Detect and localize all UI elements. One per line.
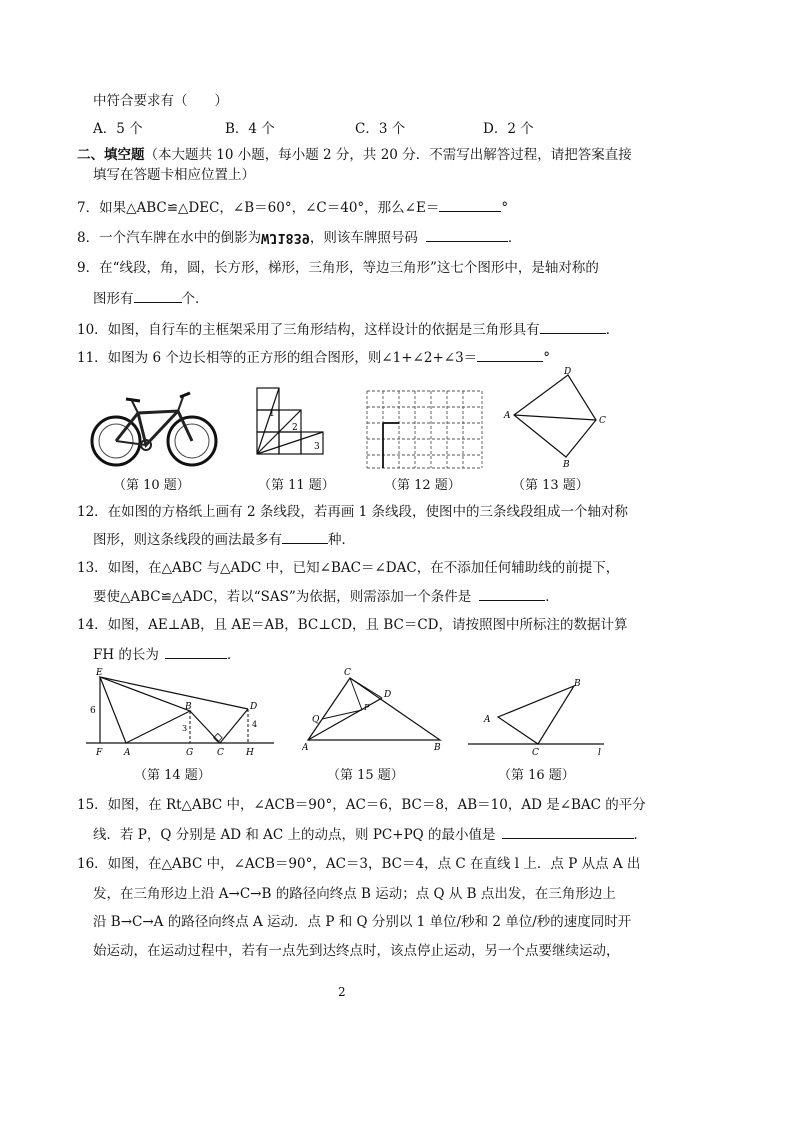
fig14-label-g: G [186,748,194,757]
question-9-tail: 个． [181,291,209,307]
caption-15: （第 15 题） [327,768,404,783]
question-8-text-tail: ，则该车牌照号码 [309,230,418,246]
period: ． [226,647,241,663]
caption-14: （第 14 题） [134,768,211,783]
fig13-label-b: B [563,460,570,470]
question-13-text: 要使△ABC≌△ADC，若以“SAS”为依据，则需添加一个条件是 [93,589,472,605]
question-11 [77,348,550,367]
fig11-label-2: 2 [292,423,298,433]
fig16-label-a: A [484,715,491,725]
fig14-label-c: C [217,748,224,757]
question-10 [77,320,619,339]
section2-header [77,146,632,164]
fig11-label-1: 1 [269,409,275,419]
fig13-label-a: A [504,411,511,421]
question-11-text: 11．如图为 6 个边长相等的正方形的组合图形，则∠1+∠2+∠3＝ [77,350,478,366]
caption-10: （第 10 题） [113,478,190,493]
fig14-label-3: 3 [182,724,188,733]
figure-14 [86,665,276,757]
fig16-label-l: l [598,748,601,756]
answer-blank [165,645,227,659]
fig14-label-6: 6 [90,706,96,716]
option-d: D．2 个 [483,121,534,137]
answer-blank [134,289,182,303]
figure-15 [302,666,452,754]
question-16-line2: 发，在三角形边上沿 A→C→B 的路径向终点 B 运动；点 Q 从 B 点出发，在三角形边上 [93,886,616,902]
question-9-line2 [93,289,209,308]
fig15-label-a: A [302,743,309,753]
squares-figure [252,383,342,468]
question-16-line3: 沿 B→C→A 的路径向终点 A 运动．点 P 和 Q 分别以 1 单位/秒和 2 单位/秒的速度同时开 [93,914,632,930]
period: ． [507,230,522,246]
question-13-line2 [93,587,559,606]
question-14-line2 [93,645,240,664]
section2-instructions: （本大题共 10 小题，每小题 2 分，共 20 分．不需写出解答过程，请把答案直接 [144,147,632,163]
question-16-line4: 始运动，在运动过程中，若有一点先到达终点时，该点停止运动，另一个点要继续运动， [93,943,620,959]
fig13-label-c: C [599,416,606,426]
question-14-text: FH 的长为 [93,647,159,663]
question-16-line1: 16．如图，在△ABC 中，∠ACB＝90°，AC＝3，BC＝4，点 C 在直线 l 上．点 P 从点 A 出 [77,856,641,872]
option-b: B．4 个 [225,121,275,137]
caption-16: （第 16 题） [498,768,575,783]
question-12-line1: 12．在如图的方格纸上画有 2 条线段，若再画 1 条线段，使图中的三条线段组成一个轴对称 [77,504,629,520]
period: ． [633,827,648,843]
q6-tail-text: 中符合要求有（ ） [93,93,228,109]
question-7-text: 7．如果△ABC≌△DEC，∠B＝60°，∠C＝40°，那么∠E＝ [77,200,440,216]
plate-reflection: WJ1839 [261,230,310,246]
question-12-line2 [93,530,355,549]
fig14-label-d: D [250,702,258,712]
answer-blank [282,530,328,544]
fig15-label-c: C [344,668,351,678]
fig16-label-b: B [574,679,581,689]
question-14-line1: 14．如图，AE⊥AB，且 AE＝AB，BC⊥CD，且 BC＝CD，请按照图中所标注的数据计算 [77,617,628,633]
fig15-label-p: P [364,703,370,712]
fig14-label-a: A [124,748,131,757]
kite-figure [500,365,610,470]
fig14-label-e: E [96,668,103,678]
fig11-label-3: 3 [314,442,320,452]
caption-13: （第 13 题） [512,478,589,493]
question-15-line1: 15．如图，在 Rt△ABC 中，∠ACB＝90°，AC＝6，BC＝8，AB＝10，AD 是∠BAC 的平分 [77,797,646,813]
figure-16 [468,672,608,756]
degree-sign: ° [501,200,509,216]
question-8-text: 8．一个汽车牌在水中的倒影为 [77,230,262,246]
fig14-label-h: H [246,748,254,757]
answer-blank [439,198,501,212]
option-a: A．5 个 [93,121,143,137]
fig14-label-f: F [96,748,103,757]
fig13-label-d: D [564,367,572,377]
period: ． [605,322,620,338]
degree-sign: ° [543,350,550,366]
answer-blank [540,320,606,334]
question-15-line2 [93,825,647,844]
answer-blank [479,587,545,601]
fig16-label-c: C [532,748,539,756]
section2-title: 二、填空题 [77,147,145,163]
fig15-label-b: B [434,743,441,753]
grid-figure [362,386,487,471]
fig14-label-b: B [185,702,192,712]
period: ． [545,589,559,605]
page-number: 2 [338,985,346,999]
question-15-text: 线．若 P，Q 分别是 AD 和 AC 上的动点，则 PC+PQ 的最小值是 [93,827,496,843]
question-9-line1: 9．在“线段，角，圆，长方形，梯形，三角形，等边三角形”这七个图形中，是轴对称的 [77,260,599,276]
question-13-line1: 13．如图，在△ABC 与△ADC 中，已知∠BAC＝∠DAC，在不添加任何辅助线的前提下， [77,560,620,576]
answer-blank [426,228,508,242]
answer-blank [502,825,634,839]
fig15-label-q: Q [312,715,320,725]
question-12-tail: 种． [328,532,355,548]
question-7 [77,198,508,217]
question-10-text: 10．如图，自行车的主框架采用了三角形结构，这样设计的依据是三角形具有 [77,322,540,338]
bicycle-figure [88,383,218,468]
fig15-label-d: D [384,690,392,700]
caption-11: （第 11 题） [258,478,335,493]
answer-blank [477,348,543,362]
section2-instructions-line2: 填写在答题卡相应位置上） [93,167,255,183]
question-9-text: 图形有 [93,291,134,307]
question-8 [77,228,521,247]
question-12-text: 图形，则这条线段的画法最多有 [93,532,282,548]
fig14-label-4: 4 [252,720,258,729]
caption-12: （第 12 题） [384,478,461,493]
option-c: C．3 个 [355,121,406,137]
